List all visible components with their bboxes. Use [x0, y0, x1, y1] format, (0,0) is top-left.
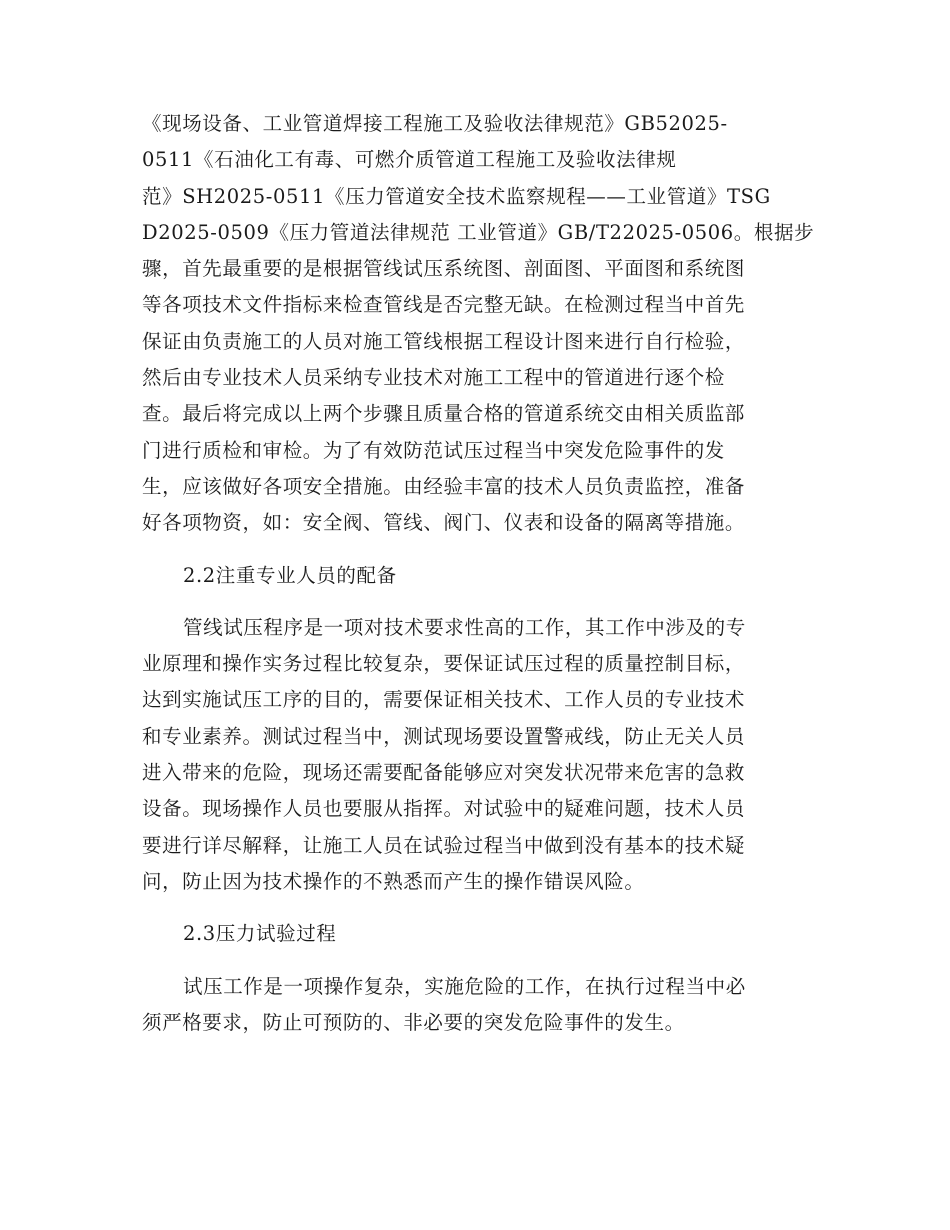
text-line: 业原理和操作实务过程比较复杂，要保证试压过程的质量控制目标， — [142, 652, 746, 676]
text-line: 设备。现场操作人员也要服从指挥。对试验中的疑难问题，技术人员 — [142, 797, 746, 821]
text-line: 管线试压程序是一项对技术要求性高的工作，其工作中涉及的专 — [183, 615, 746, 639]
text-line: 查。最后将完成以上两个步骤且质量合格的管道系统交由相关质监部 — [142, 402, 746, 426]
text-line: 《现场设备、工业管道焊接工程施工及验收法律规范》GB52025- — [142, 112, 728, 135]
text-line: 然后由专业技术人员采纳专业技术对施工工程中的管道进行逐个检 — [142, 366, 725, 390]
paragraph-gap — [142, 953, 804, 969]
text-line: 保证由负责施工的人员对施工管线根据工程设计图来进行自行检验， — [142, 329, 746, 353]
paragraph-pressure-test — [142, 969, 804, 1042]
paragraph-personnel — [142, 610, 804, 900]
text-line: 试压工作是一项操作复杂，实施危险的工作，在执行过程当中必 — [183, 974, 746, 998]
text-line: 问，防止因为技术操作的不熟悉而产生的操作错误风险。 — [142, 869, 645, 893]
text-line: 范》SH2025-0511《压力管道安全技术监察规程——工业管道》TSG — [142, 184, 771, 208]
text-line: 达到实施试压工序的目的，需要保证相关技术、工作人员的专业技术 — [142, 688, 746, 712]
text-line: D2025-0509《压力管道法律规范 工业管道》GB/T22025-0506。根据步 — [142, 220, 815, 244]
text-line: 好各项物资，如：安全阀、管线、阀门、仪表和设备的隔离等措施。 — [142, 511, 746, 535]
text-line: 要进行详尽解释，让施工人员在试验过程当中做到没有基本的技术疑 — [142, 833, 746, 857]
text-line: 等各项技术文件指标来检查管线是否完整无缺。在检测过程当中首先 — [142, 293, 746, 317]
text-line: 门进行质检和审检。为了有效防范试压过程当中突发危险事件的发 — [142, 438, 725, 462]
text-line: 生，应该做好各项安全措施。由经验丰富的技术人员负责监控，准备 — [142, 474, 746, 498]
text-line: 0511《石油化工有毒、可燃介质管道工程施工及验收法律规 — [142, 148, 677, 172]
section-heading-2-2: 2.2注重专业人员的配备 — [183, 563, 397, 587]
paragraph-gap — [142, 594, 804, 610]
document-page — [142, 106, 815, 1041]
section-heading-2-3: 2.3压力试验过程 — [183, 922, 337, 946]
text-line: 和专业素养。测试过程当中，测试现场要设置警戒线，防止无关人员 — [142, 724, 746, 748]
text-line: 须严格要求，防止可预防的、非必要的突发危险事件的发生。 — [142, 1010, 685, 1034]
text-line: 骤，首先最重要的是根据管线试压系统图、剖面图、平面图和系统图 — [142, 257, 746, 281]
paragraph-standards — [142, 106, 815, 542]
text-line: 进入带来的危险，现场还需要配备能够应对突发状况带来危害的急救 — [142, 761, 746, 785]
paragraph-gap — [142, 542, 804, 558]
paragraph-gap — [142, 900, 804, 916]
